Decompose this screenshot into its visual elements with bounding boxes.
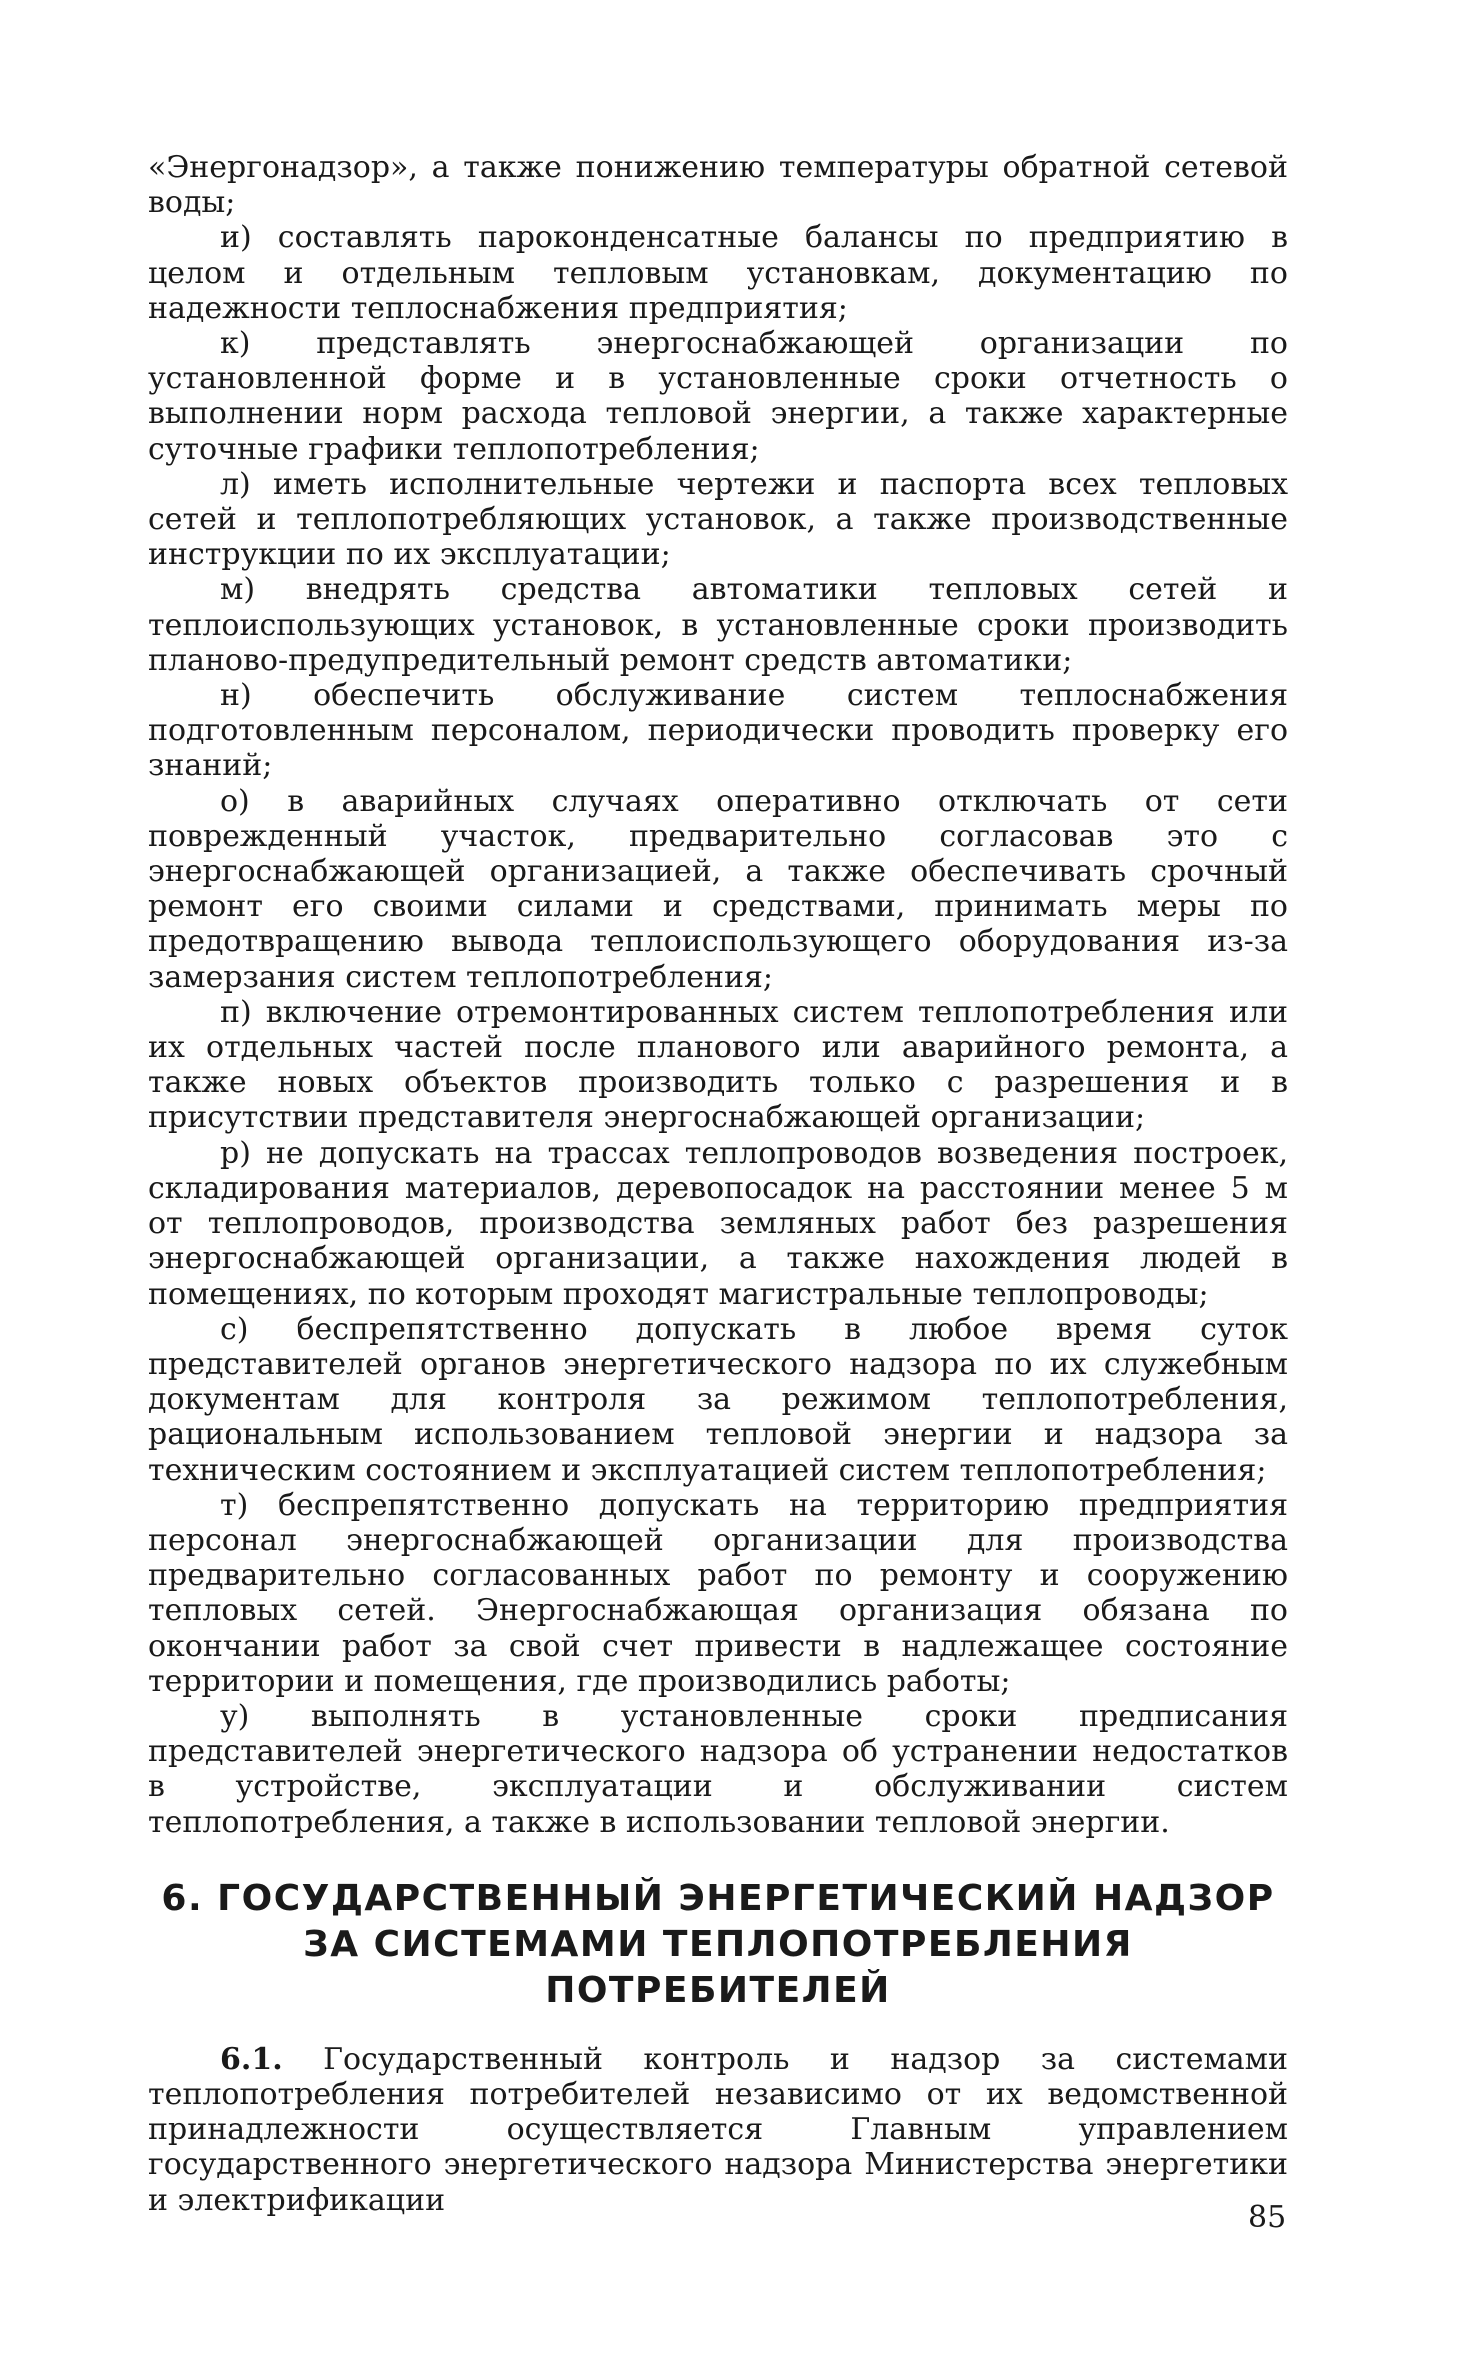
paragraph-text: Государственный контроль и надзор за системами теплопотребления потребителей независимо от их ведомственной принадлежности осуществляется Главным управлением государственного энергетического надзора Министерства энергетики и электрификации [148,2041,1288,2218]
list-item: п) включение отремонтированных систем теплопотребления или их отдельных частей после планового или аварийного ремонта, а также новых объектов производить только с разрешения и в присутствии представителя энергоснабжающей организации; [148,994,1288,1136]
list-item: м) внедрять средства автоматики тепловых сетей и теплоиспользующих установок, в установленные сроки производить планово-предупредительный ремонт средств автоматики; [148,572,1288,678]
intro-paragraph: «Энергонадзор», а также понижению температуры обратной сетевой воды; [148,150,1288,221]
list-item: к) представлять энергоснабжающей организации по установленной форме и в установленные сроки отчетность о выполнении норм расхода тепловой энергии, а также характерные суточные графики теплопотребления; [148,326,1288,467]
paragraph-number: 6.1. [220,2041,283,2077]
list-item: с) беспрепятственно допускать в любое время суток представителей органов энергетического надзора по их служебным документам для контроля за режимом теплопотребления, рациональным использованием тепловой энергии и надзора за техническим состоянием и эксплуатацией систем теплопотребления; [148,1311,1288,1488]
list-item: р) не допускать на трассах теплопроводов возведения построек, складирования материалов, деревопосадок на расстоянии менее 5 м от теплопроводов, производства земляных работ без разрешения энергоснабжающей организации, а также нахождения людей в помещениях, по которым проходят магистральные теплопроводы; [148,1135,1288,1312]
list-item: л) иметь исполнительные чертежи и паспорта всех тепловых сетей и теплопотребляющих установок, а также производственные инструкции по их эксплуатации; [148,466,1288,573]
section-heading-line: 6. ГОСУДАРСТВЕННЫЙ ЭНЕРГЕТИЧЕСКИЙ НАДЗОР [161,1877,1275,1919]
section-paragraph [148,2042,1288,2218]
section-heading-line: ЗА СИСТЕМАМИ ТЕПЛОПОТРЕБЛЕНИЯ ПОТРЕБИТЕЛЕЙ [303,1923,1133,2011]
list-item: и) составлять пароконденсатные балансы по предприятию в целом и отдельным тепловым установкам, документацию по надежности теплоснабжения предприятия; [148,220,1288,326]
list-item: у) выполнять в установленные сроки предписания представителей энергетического надзора об устранении недостатков в устройстве, эксплуатации и обслуживании систем теплопотребления, а также в использовании тепловой энергии. [148,1698,1288,1840]
page-number: 85 [1248,2200,1287,2235]
section-heading [148,1876,1288,2014]
list-item: т) беспрепятственно допускать на территорию предприятия персонал энергоснабжающей организации для производства предварительно согласованных работ по ремонту и сооружению тепловых сетей. Энергоснабжающая организация обязана по окончании работ за свой счет привести в надлежащее состояние территории и помещения, где производились работы; [148,1487,1288,1699]
list-item: о) в аварийных случаях оперативно отключать от сети поврежденный участок, предварительно согласовав это с энергоснабжающей организацией, а также обеспечивать срочный ремонт его своими силами и средствами, принимать меры по предотвращению вывода теплоиспользующего оборудования из-за замерзания систем теплопотребления; [148,783,1288,995]
list-item: н) обеспечить обслуживание систем теплоснабжения подготовленным персоналом, периодически проводить проверку его знаний; [148,678,1288,784]
page-body [148,150,1288,2218]
